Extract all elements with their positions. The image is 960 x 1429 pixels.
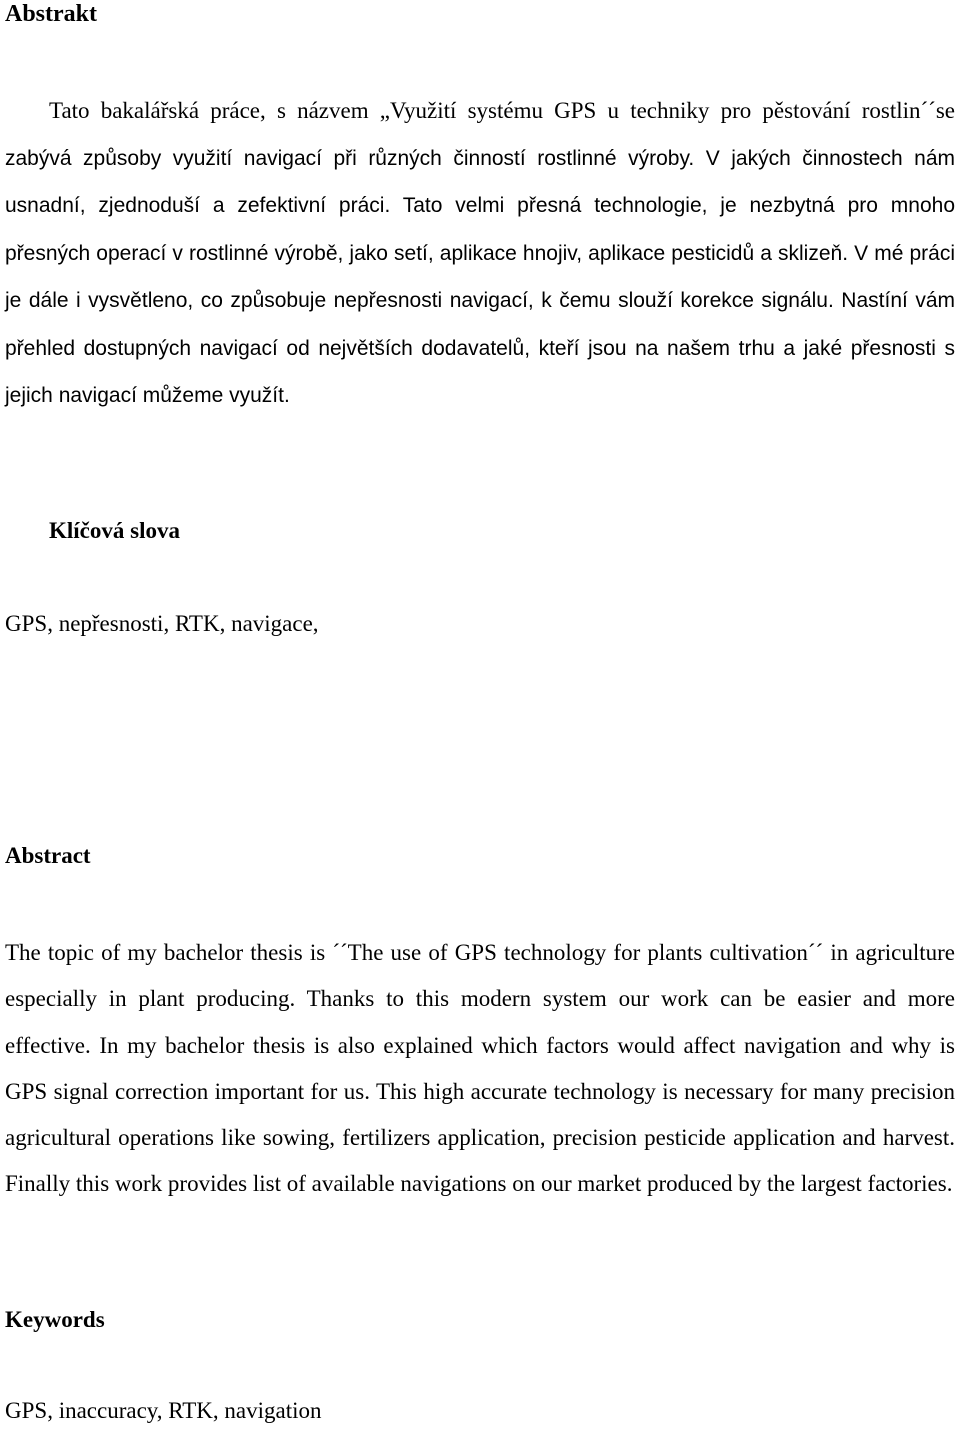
abstrakt-text-serif: Tato bakalářská práce, s názvem „Využití systému GPS u techniky pro pěstování rostlin´´se (49, 98, 955, 123)
klicova-slova-text: GPS, nepřesnosti, RTK, navigace, (5, 611, 319, 636)
keywords-heading: Keywords (5, 1307, 105, 1332)
abstrakt-text (5, 88, 955, 420)
klicova-slova-heading: Klíčová slova (49, 518, 180, 543)
abstrakt-heading: Abstrakt (5, 1, 98, 27)
keywords-text: GPS, inaccuracy, RTK, navigation (5, 1398, 322, 1423)
abstract-text: The topic of my bachelor thesis is ´´The use of GPS technology for plants cultivation´´ in agriculture especially in plant producing. Thanks to this modern system our work can be easier and more effective. In my bachelor thesis is also explained which factors would affect navigation and why is GPS signal correction important for us. This high accurate technology is necessary for many precision agricultural operations like sowing, fertilizers application, precision pesticide application and harvest. Finally this work provides list of available navigations on our market produced by the largest factories. (5, 940, 955, 1197)
abstract-heading: Abstract (5, 843, 91, 868)
abstrakt-text-sans: zabývá způsoby využití navigací při různých činností rostlinné výroby. V jakých činnostech nám usnadní, zjednoduší a zefektivní práci. Tato velmi přesná technologie, je nezbytná pro mnoho přesných operací v rostlinné výrobě, jako setí, aplikace hnojiv, aplikace pesticidů a sklizeň. V mé práci je dále i vysvětleno, co způsobuje nepřesnosti navigací, k čemu slouží korekce signálu. Nastíní vám přehled dostupných navigací od největších dodavatelů, kteří jsou na našem trhu a jaké přesnosti s jejich navigací můžeme využít. (5, 146, 955, 407)
